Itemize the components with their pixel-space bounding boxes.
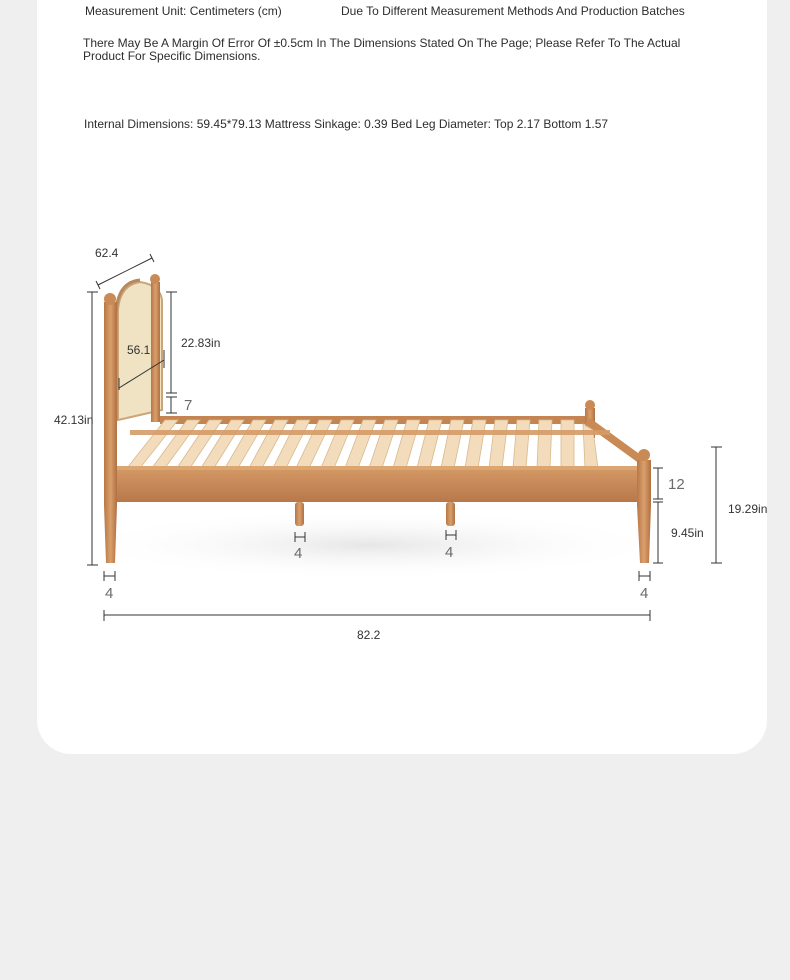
floor-shadow bbox=[70, 510, 670, 580]
dim-headboard-width: 56.1 bbox=[127, 343, 151, 357]
dim-total-height: 42.13in bbox=[54, 413, 94, 427]
near-side-rail bbox=[115, 466, 640, 502]
dim-rail-gap: 7 bbox=[184, 397, 193, 414]
dim-total-length: 82.2 bbox=[357, 628, 381, 642]
head-post-back bbox=[151, 282, 160, 422]
dim-leg-mid-2: 4 bbox=[445, 544, 454, 561]
dim-leg-height: 9.45in bbox=[671, 526, 704, 540]
foot-finial-front bbox=[638, 449, 650, 461]
middle-leg-2 bbox=[446, 502, 455, 526]
margin-note-text: There May Be A Margin Of Error Of ±0.5cm In The Dimensions Stated On The Page; Please Refer To The Actual Product For Specific Dimensions. bbox=[83, 36, 681, 63]
dim-leg-right: 4 bbox=[640, 585, 649, 602]
dim-foot-height: 19.29in bbox=[728, 502, 768, 516]
dim-headboard-depth: 62.4 bbox=[95, 246, 119, 260]
dim-headboard-height: 22.83in bbox=[181, 336, 221, 350]
measurement-unit-text: Measurement Unit: Centimeters (cm) bbox=[85, 4, 282, 18]
head-post-front bbox=[104, 302, 117, 563]
dim-leg-left: 4 bbox=[105, 585, 114, 602]
internal-dimensions-text: Internal Dimensions: 59.45*79.13 Mattress Sinkage: 0.39 Bed Leg Diameter: Top 2.17 Bottom 1.57 bbox=[84, 117, 609, 131]
dim-leg-mid-1: 4 bbox=[294, 545, 303, 562]
slats bbox=[127, 420, 598, 468]
far-foot-finial bbox=[585, 400, 595, 410]
middle-leg-1 bbox=[295, 502, 304, 526]
head-finial-back bbox=[150, 274, 160, 284]
dim-side-rail: 12 bbox=[668, 476, 685, 493]
rail-top-edge bbox=[115, 466, 640, 470]
head-finial-front bbox=[104, 293, 116, 305]
center-beam bbox=[130, 430, 610, 435]
batch-note-text: Due To Different Measurement Methods And Production Batches bbox=[341, 4, 685, 18]
